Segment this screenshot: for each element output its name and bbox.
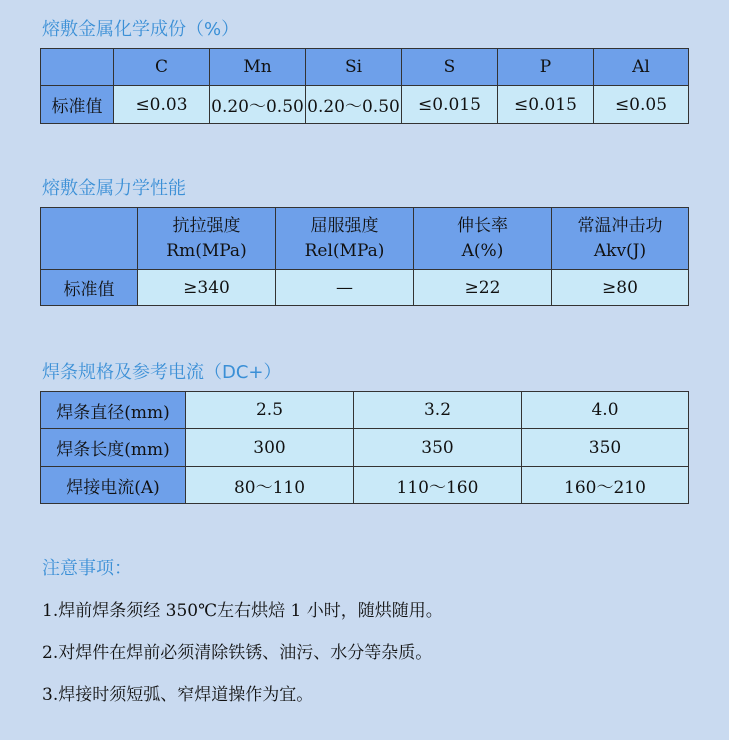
mech-value-elongation: ≥22 [414,270,552,306]
spec-row-length [41,429,689,467]
chem-value-row [41,86,689,124]
mech-value-impact: ≥80 [552,270,689,306]
chem-value-s: ≤0.015 [402,86,498,124]
mech-header-yield-unit: Rel(MPa) [304,240,385,261]
spec-cell: 160～210 [522,467,689,504]
chem-header-c: C [114,49,210,86]
spec-cell: 80～110 [186,467,354,504]
chem-header-row [41,49,689,86]
mech-header-row [41,208,689,270]
mech-header-impact-unit: Akv(J) [593,240,647,261]
mech-header-tensile-unit: Rm(MPa) [166,240,247,261]
mech-header-corner [41,208,138,270]
mech-header-impact-name: 常温冲击功 [577,215,663,236]
chem-header-p: P [498,49,594,86]
mech-value-row [41,270,689,306]
mech-value-tensile: ≥340 [138,270,276,306]
spec-cell: 300 [186,429,354,467]
mech-header-elongation [414,208,552,270]
chem-header-al: Al [594,49,689,86]
spec-row-diameter [41,392,689,429]
spec-row-label: 焊条直径(mm) [41,392,186,429]
mech-header-yield-name: 屈服强度 [310,215,379,236]
mech-header-tensile [138,208,276,270]
spec-cell: 2.5 [186,392,354,429]
chem-value-p: ≤0.015 [498,86,594,124]
chem-value-al: ≤0.05 [594,86,689,124]
notes-title: 注意事项： [42,558,132,579]
chem-header-si: Si [306,49,402,86]
chem-header-corner [41,49,114,86]
chem-header-s: S [402,49,498,86]
spec-cell: 4.0 [522,392,689,429]
note-item-3: 3.焊接时须短弧、窄焊道操作为宜。 [42,685,314,705]
spec-row-label: 焊条长度(mm) [41,429,186,467]
chem-value-si: 0.20～0.50 [306,86,402,124]
chem-value-mn: 0.20～0.50 [210,86,306,124]
spec-section-title: 焊条规格及参考电流（DC+） [42,362,282,383]
spec-row-label: 焊接电流(A) [41,467,186,504]
mech-header-yield [276,208,414,270]
spec-table [40,391,689,504]
mech-table [40,207,689,306]
chem-table [40,48,689,124]
spec-cell: 350 [522,429,689,467]
chem-row-label: 标准值 [41,86,114,124]
mech-value-yield: — [276,270,414,306]
spec-cell: 350 [354,429,522,467]
note-item-1: 1.焊前焊条须经 350℃左右烘焙 1 小时，随烘随用。 [42,601,443,621]
note-item-2: 2.对焊件在焊前必须清除铁锈、油污、水分等杂质。 [42,643,433,663]
chem-section-title: 熔敷金属化学成份（%） [42,19,240,40]
mech-header-impact [552,208,689,270]
mech-row-label: 标准值 [41,270,138,306]
mech-header-tensile-name: 抗拉强度 [172,215,241,236]
chem-header-mn: Mn [210,49,306,86]
spec-cell: 110～160 [354,467,522,504]
mech-header-elongation-unit: A(%) [461,240,504,261]
chem-value-c: ≤0.03 [114,86,210,124]
spec-cell: 3.2 [354,392,522,429]
mech-section-title: 熔敷金属力学性能 [42,178,186,199]
mech-header-elongation-name: 伸长率 [457,215,508,236]
spec-row-current [41,467,689,504]
